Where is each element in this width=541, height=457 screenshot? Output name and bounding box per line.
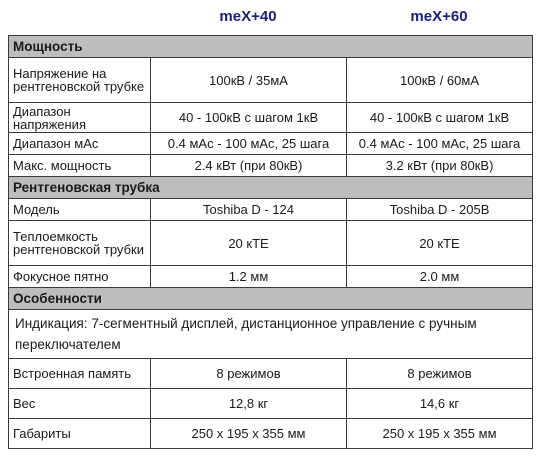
row-value-mex40: 12,8 кг — [151, 389, 347, 419]
row-label: Габариты — [9, 419, 151, 449]
model-name-mex60: meX+60 — [410, 8, 468, 25]
row-value-mex40: 20 кТЕ — [151, 221, 347, 266]
row-label: Вес — [9, 389, 151, 419]
table-row — [9, 266, 533, 288]
table-row — [9, 133, 533, 155]
row-value-mex40: 2.4 кВт (при 80кВ) — [151, 155, 347, 177]
row-value-mex60: 100кВ / 60мА — [347, 58, 533, 103]
section-header-power — [9, 36, 533, 58]
section-title: Рентгеновская трубка — [9, 177, 533, 199]
row-value-mex40: 1.2 мм — [151, 266, 347, 288]
row-value-mex40: 8 режимов — [151, 359, 347, 389]
row-value-mex60: 250 x 195 x 355 мм — [347, 419, 533, 449]
table-row — [9, 199, 533, 221]
row-label: Диапазон мАс — [9, 133, 151, 155]
row-label: Фокусное пятно — [9, 266, 151, 288]
row-value-mex60: 8 режимов — [347, 359, 533, 389]
features-note: Индикация: 7-сегментный дисплей, дистанционное управление с ручным переключателем — [9, 310, 533, 359]
table-row — [9, 359, 533, 389]
row-label: Встроенная память — [9, 359, 151, 389]
row-value-mex60: 0.4 мАс - 100 мАс, 25 шага — [347, 133, 533, 155]
row-value-mex60: 3.2 кВт (при 80кВ) — [347, 155, 533, 177]
row-value-mex40: 250 x 195 x 355 мм — [151, 419, 347, 449]
model-header — [0, 0, 541, 36]
row-label: Напряжение на рентгеновской трубке — [9, 58, 151, 103]
section-header-xray-tube — [9, 177, 533, 199]
row-value-mex60: 14,6 кг — [347, 389, 533, 419]
row-label: Модель — [9, 199, 151, 221]
section-title: Особенности — [9, 288, 533, 310]
table-row — [9, 155, 533, 177]
row-label: Диапазон напряжения — [9, 103, 151, 133]
row-value-mex60: 40 - 100кВ с шагом 1кВ — [347, 103, 533, 133]
table-row — [9, 419, 533, 449]
features-note-row — [9, 310, 533, 359]
row-value-mex60: 2.0 мм — [347, 266, 533, 288]
section-header-features — [9, 288, 533, 310]
model-name-mex40: meX+40 — [219, 8, 277, 25]
table-row — [9, 58, 533, 103]
row-value-mex60: 20 кТЕ — [347, 221, 533, 266]
row-value-mex40: 40 - 100кВ с шагом 1кВ — [151, 103, 347, 133]
spec-table — [8, 35, 533, 449]
row-value-mex40: Toshiba D - 124 — [151, 199, 347, 221]
row-value-mex40: 0.4 мАс - 100 мАс, 25 шага — [151, 133, 347, 155]
row-value-mex40: 100кВ / 35мА — [151, 58, 347, 103]
section-title: Мощность — [9, 36, 533, 58]
table-row — [9, 221, 533, 266]
table-row — [9, 103, 533, 133]
table-row — [9, 389, 533, 419]
row-label: Макс. мощность — [9, 155, 151, 177]
row-label: Теплоемкость рентгеновской трубки — [9, 221, 151, 266]
row-value-mex60: Toshiba D - 205B — [347, 199, 533, 221]
